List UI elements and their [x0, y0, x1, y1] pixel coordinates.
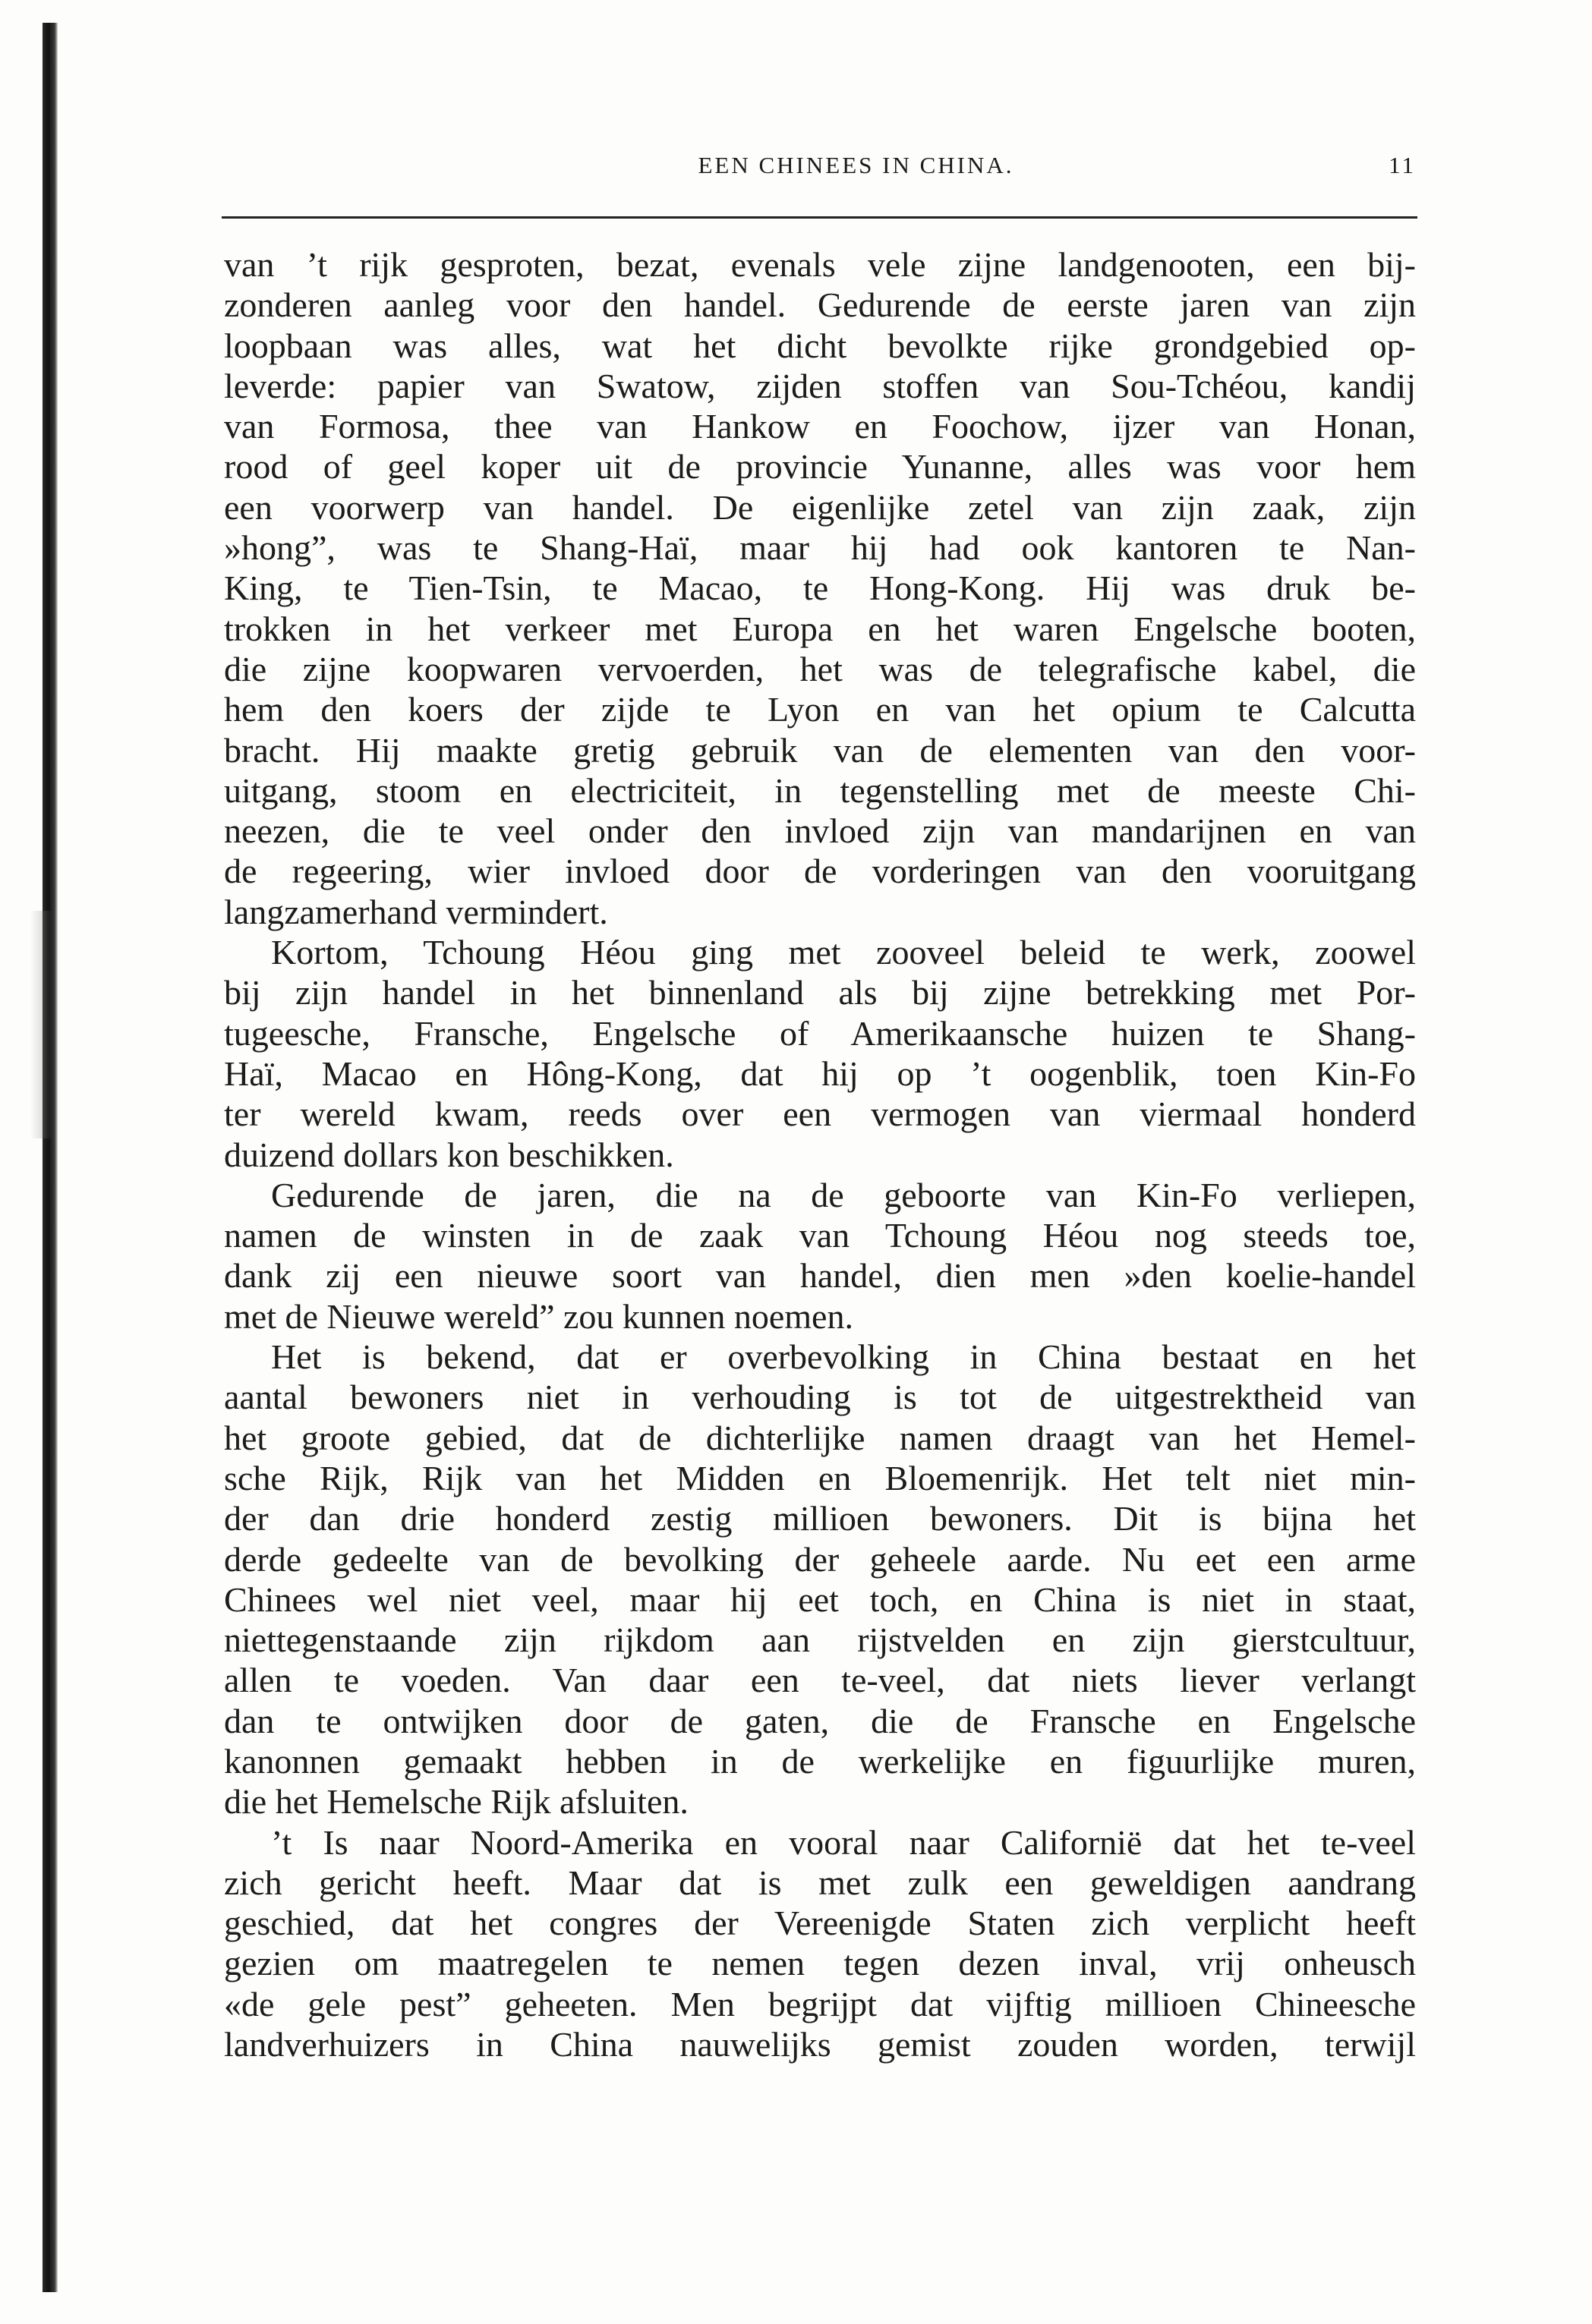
text-line: geschied, dat het congres der Vereenigde Staten zich verplicht heeft: [224, 1904, 1416, 1943]
text-line: de regeering, wier invloed door de vorderingen van den vooruitgang: [224, 852, 1416, 891]
paragraph-end-line: met de Nieuwe wereld” zou kunnen noemen.: [224, 1296, 853, 1336]
text-line: bracht. Hij maakte gretig gebruik van de elementen van den voor-: [224, 730, 1416, 770]
text-line: bij zijn handel in het binnenland als bij zijne betrekking met Por-: [224, 973, 1416, 1012]
text-line: hem den koers der zijde te Lyon en van het opium te Calcutta: [224, 690, 1416, 729]
text-line: namen de winsten in de zaak van Tchoung Héou nog steeds toe,: [224, 1216, 1416, 1255]
page-header: [224, 152, 1416, 197]
text-line: Haï, Macao en Hông-Kong, dat hij op ’t oogenblik, toen Kin-Fo: [224, 1053, 1416, 1093]
text-line: uitgang, stoom en electriciteit, in tegenstelling met de meeste Chi-: [224, 770, 1416, 810]
paragraph-start-line: Kortom, Tchoung Héou ging met zooveel beleid te werk, zoowel: [271, 933, 1416, 972]
text-line: gezien om maatregelen te nemen tegen dezen inval, vrij onheusch: [224, 1944, 1416, 1983]
text-line: neezen, die te veel onder den invloed zijn van mandarijnen en van: [224, 811, 1416, 851]
text-line: «de gele pest” geheeten. Men begrijpt dat vijftig millioen Chineesche: [224, 1984, 1416, 2023]
binding-edge: [43, 23, 58, 2292]
text-line: zich gericht heeft. Maar dat is met zulk een geweldigen aandrang: [224, 1863, 1416, 1902]
text-line: leverde: papier van Swatow, zijden stoffen van Sou-Tchéou, kandij: [224, 366, 1416, 405]
paragraph-end-line: langzamerhand vermindert.: [224, 892, 608, 931]
text-line: King, te Tien-Tsin, te Macao, te Hong-Kong. Hij was druk be-: [224, 568, 1416, 608]
text-line: die zijne koopwaren vervoerden, het was de telegrafische kabel, die: [224, 649, 1416, 688]
header-rule: [222, 216, 1417, 219]
text-line: landverhuizers in China nauwelijks gemist zouden worden, terwijl: [224, 2025, 1416, 2064]
text-line: Chinees wel niet veel, maar hij eet toch, en China is niet in staat,: [224, 1579, 1416, 1619]
page-number: 11: [1389, 152, 1416, 178]
text-line: trokken in het verkeer met Europa en het waren Engelsche booten,: [224, 609, 1416, 648]
text-line: rood of geel koper uit de provincie Yunanne, alles was voor hem: [224, 447, 1416, 487]
text-line: »hong”, was te Shang-Haï, maar hij had ook kantoren te Nan-: [224, 528, 1416, 568]
paragraph-start-line: Gedurende de jaren, die na de geboorte van Kin-Fo verliepen,: [271, 1175, 1416, 1214]
text-line: van Formosa, thee van Hankow en Foochow, ijzer van Honan,: [224, 407, 1416, 446]
body-text: [224, 244, 1416, 2064]
text-line: van ’t rijk gesproten, bezat, evenals vele zijne landgenooten, een bij-: [224, 245, 1416, 284]
paragraph-start-line: ’t Is naar Noord-Amerika en vooral naar Californië dat het te-veel: [271, 1822, 1416, 1862]
text-line: ter wereld kwam, reeds over een vermogen van viermaal honderd: [224, 1094, 1416, 1134]
text-line: loopbaan was alles, wat het dicht bevolkte rijke grondgebied op-: [224, 326, 1416, 365]
paragraph-end-line: duizend dollars kon beschikken.: [224, 1135, 674, 1174]
text-line: het groote gebied, dat de dichterlijke namen draagt van het Hemel-: [224, 1418, 1416, 1457]
text-line: niettegenstaande zijn rijkdom aan rijstvelden en zijn gierstcultuur,: [224, 1620, 1416, 1660]
text-line: tugeesche, Fransche, Engelsche of Amerikaansche huizen te Shang-: [224, 1013, 1416, 1053]
running-title: EEN CHINEES IN CHINA.: [698, 152, 1014, 178]
text-line: derde gedeelte van de bevolking der geheele aarde. Nu eet een arme: [224, 1539, 1416, 1579]
text-line: dan te ontwijken door de gaten, die de Fransche en Engelsche: [224, 1701, 1416, 1740]
paragraph-start-line: Het is bekend, dat er overbevolking in China bestaat en het: [271, 1337, 1416, 1377]
text-line: sche Rijk, Rijk van het Midden en Bloemenrijk. Het telt niet min-: [224, 1458, 1416, 1497]
binding-shadow: [30, 911, 53, 1138]
text-line: aantal bewoners niet in verhouding is tot de uitgestrektheid van: [224, 1378, 1416, 1417]
paragraph-end-line: die het Hemelsche Rijk afsluiten.: [224, 1782, 689, 1822]
text-line: zonderen aanleg voor den handel. Gedurende de eerste jaren van zijn: [224, 285, 1416, 325]
text-line: kanonnen gemaakt hebben in de werkelijke en figuurlijke muren,: [224, 1741, 1416, 1781]
text-line: allen te voeden. Van daar een te-veel, dat niets liever verlangt: [224, 1661, 1416, 1700]
text-line: der dan drie honderd zestig millioen bewoners. Dit is bijna het: [224, 1499, 1416, 1538]
text-line: een voorwerp van handel. De eigenlijke zetel van zijn zaak, zijn: [224, 487, 1416, 527]
text-line: dank zij een nieuwe soort van handel, dien men »den koelie-handel: [224, 1256, 1416, 1296]
